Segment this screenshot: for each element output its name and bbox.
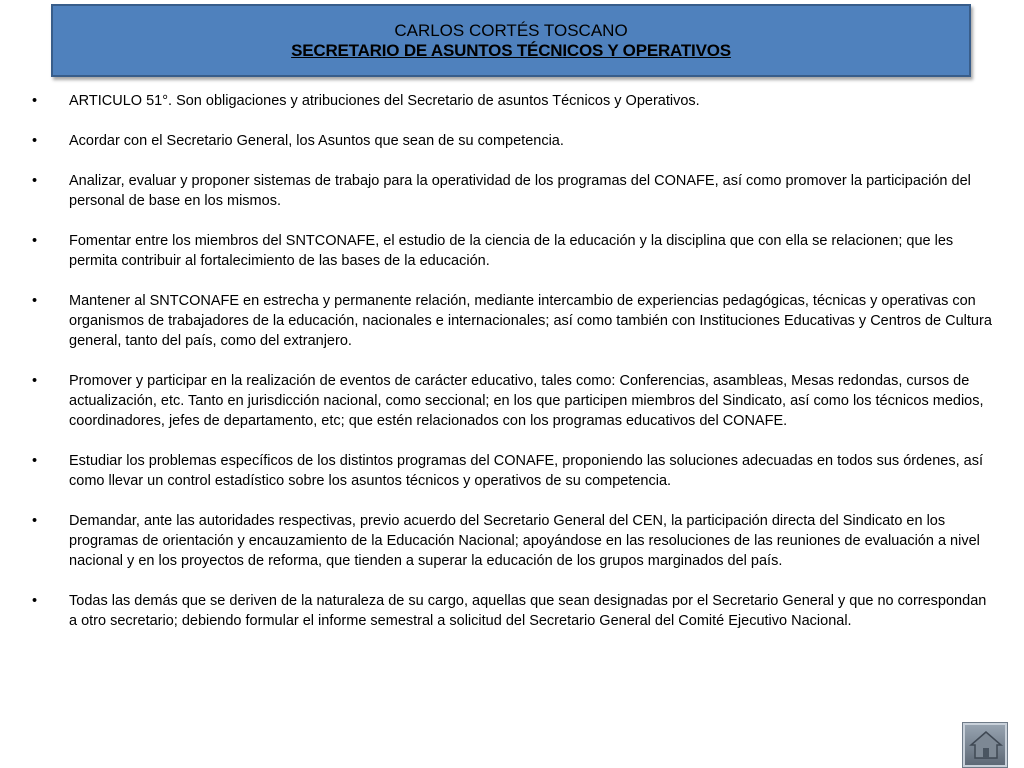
list-item-text: Promover y participar en la realización de eventos de carácter educativo, tales como: Conferencias, asambleas, Mesas redondas, cursos de actualización, etc. Tanto en jurisdicción nacional, como seccional; en los que participen miembros del Sindicato, así como los técnicos medios, coordinadores, jefes de departamento, etc; que estén relacionados con los programas educativos del CONAFE. xyxy=(69,373,984,429)
bullet: • xyxy=(32,173,38,189)
list-item xyxy=(32,591,992,631)
position-title: SECRETARIO DE ASUNTOS TÉCNICOS Y OPERATIVOS xyxy=(291,41,731,60)
person-name: CARLOS CORTÉS TOSCANO xyxy=(394,21,628,40)
list-item-text: ARTICULO 51°. Son obligaciones y atribuciones del Secretario de asuntos Técnicos y Operativos. xyxy=(69,93,700,109)
list-item xyxy=(32,451,992,491)
bullet: • xyxy=(32,593,38,609)
home-icon xyxy=(969,729,1003,761)
list-item xyxy=(32,371,992,431)
bullet: • xyxy=(32,93,38,109)
list-item xyxy=(32,231,992,271)
list-item-text: Todas las demás que se deriven de la naturaleza de su cargo, aquellas que sean designadas por el Secretario General y que no correspondan a otro secretario; debiendo formular el informe semestral a solicitud del Secretario General del Comité Ejecutivo Nacional. xyxy=(69,593,987,629)
bullet: • xyxy=(32,233,38,249)
list-item xyxy=(32,511,992,571)
bullet: • xyxy=(32,453,38,469)
list-item-text: Acordar con el Secretario General, los Asuntos que sean de su competencia. xyxy=(69,133,564,149)
list-item xyxy=(32,131,992,151)
bullet: • xyxy=(32,293,38,309)
list-item-text: Analizar, evaluar y proponer sistemas de trabajo para la operatividad de los programas del CONAFE, así como promover la participación del personal de base en los mismos. xyxy=(69,173,971,209)
bullet: • xyxy=(32,513,38,529)
list-item-text: Fomentar entre los miembros del SNTCONAFE, el estudio de la ciencia de la educación y la disciplina que con ella se relacionen; que les permita contribuir al fortalecimiento de las bases de la educación. xyxy=(69,233,954,269)
bullet: • xyxy=(32,133,38,149)
list-item-text: Estudiar los problemas específicos de los distintos programas del CONAFE, proponiendo las soluciones adecuadas en todos sus órdenes, así como llevar un control estadístico sobre los asuntos técnicos y operativos de su competencia. xyxy=(69,453,984,489)
list-item xyxy=(32,171,992,211)
list-item xyxy=(32,91,992,111)
list-item-text: Demandar, ante las autoridades respectivas, previo acuerdo del Secretario General del CEN, la participación directa del Sindicato en los programas de orientación y encauzamiento de la Educación Nacional; apoyándose en las resoluciones de las reuniones de evaluación a nivel nacional y en los proyectos de reforma, que tienden a superar la educación de los grupos marginados del país. xyxy=(69,513,980,569)
list-item-text: Mantener al SNTCONAFE en estrecha y permanente relación, mediante intercambio de experiencias pedagógicas, técnicas y operativas con organismos de trabajadores de la educación, nacionales e internacionales; así como también con Instituciones Educativas y Centros de Cultura general, tanto del país, como del extranjero. xyxy=(69,293,992,349)
list-item xyxy=(32,291,992,351)
title-banner xyxy=(51,4,971,77)
home-button[interactable] xyxy=(962,722,1008,768)
bullet: • xyxy=(32,373,38,389)
obligations-list xyxy=(32,91,992,651)
